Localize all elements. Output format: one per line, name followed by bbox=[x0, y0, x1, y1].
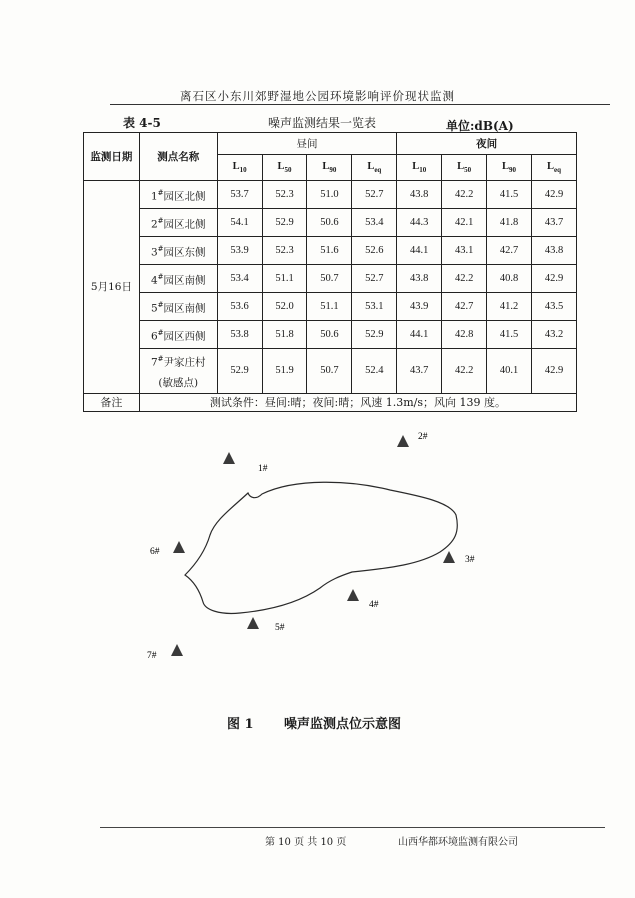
site-name-cell: 1#园区北侧 bbox=[139, 181, 217, 209]
metric-header: $L_{10}$ bbox=[397, 155, 442, 181]
site-name-cell: 6#园区西侧 bbox=[139, 321, 217, 349]
value-cell: 54.1 bbox=[217, 209, 262, 237]
value-cell: 51.9 bbox=[262, 349, 307, 394]
triangle-marker-1-icon bbox=[223, 452, 235, 464]
value-cell: 52.7 bbox=[352, 181, 397, 209]
metric-header: $L_{90}$ bbox=[307, 155, 352, 181]
value-cell: 52.6 bbox=[352, 237, 397, 265]
value-cell: 44.1 bbox=[397, 321, 442, 349]
value-cell: 51.6 bbox=[307, 237, 352, 265]
value-cell: 43.1 bbox=[442, 237, 487, 265]
value-cell: 50.6 bbox=[307, 209, 352, 237]
value-cell: 52.0 bbox=[262, 293, 307, 321]
table-unit: 单位:dB(A) bbox=[446, 119, 514, 133]
triangle-marker-2-icon bbox=[397, 435, 409, 447]
value-cell: 41.8 bbox=[487, 209, 532, 237]
col-header-date: 监测日期 bbox=[84, 133, 140, 181]
metric-header: $L_{10}$ bbox=[217, 155, 262, 181]
metric-header: $L_{eq}$ bbox=[532, 155, 577, 181]
point-label-2: 2# bbox=[418, 432, 428, 442]
value-cell: 42.9 bbox=[532, 349, 577, 394]
value-cell: 51.8 bbox=[262, 321, 307, 349]
triangle-marker-7-icon bbox=[171, 644, 183, 656]
value-cell: 41.2 bbox=[487, 293, 532, 321]
value-cell: 42.1 bbox=[442, 209, 487, 237]
triangle-marker-4-icon bbox=[347, 589, 359, 601]
value-cell: 53.8 bbox=[217, 321, 262, 349]
value-cell: 43.7 bbox=[397, 349, 442, 394]
value-cell: 52.9 bbox=[262, 209, 307, 237]
metric-header: $L_{90}$ bbox=[487, 155, 532, 181]
footer-rule bbox=[100, 827, 605, 828]
date-cell: 5月16日 bbox=[84, 181, 140, 394]
col-header-day: 昼间 bbox=[217, 133, 397, 155]
noise-table bbox=[83, 132, 577, 412]
table-row bbox=[84, 209, 577, 237]
site-name-cell: 4#园区南侧 bbox=[139, 265, 217, 293]
metric-header: $L_{50}$ bbox=[442, 155, 487, 181]
monitoring-site-diagram bbox=[0, 420, 635, 680]
company-name: 山西华都环境监测有限公司 bbox=[398, 837, 518, 848]
site-name-cell: 5#园区南侧 bbox=[139, 293, 217, 321]
value-cell: 43.7 bbox=[532, 209, 577, 237]
value-cell: 42.9 bbox=[532, 181, 577, 209]
site-name-cell: 2#园区北侧 bbox=[139, 209, 217, 237]
col-header-site: 测点名称 bbox=[139, 133, 217, 181]
value-cell: 40.8 bbox=[487, 265, 532, 293]
value-cell: 44.3 bbox=[397, 209, 442, 237]
value-cell: 51.0 bbox=[307, 181, 352, 209]
table-row bbox=[84, 293, 577, 321]
value-cell: 53.1 bbox=[352, 293, 397, 321]
value-cell: 42.7 bbox=[442, 293, 487, 321]
point-label-3: 3# bbox=[465, 555, 475, 565]
value-cell: 41.5 bbox=[487, 181, 532, 209]
value-cell: 42.8 bbox=[442, 321, 487, 349]
triangle-marker-3-icon bbox=[443, 551, 455, 563]
page-header: 离石区小东川郊野湿地公园环境影响评价现状监测 bbox=[180, 89, 455, 103]
table-number: 表 4-5 bbox=[123, 116, 161, 130]
value-cell: 51.1 bbox=[307, 293, 352, 321]
value-cell: 52.7 bbox=[352, 265, 397, 293]
table-row bbox=[84, 321, 577, 349]
site-name-cell: 3#园区东侧 bbox=[139, 237, 217, 265]
value-cell: 40.1 bbox=[487, 349, 532, 394]
value-cell: 52.4 bbox=[352, 349, 397, 394]
value-cell: 43.8 bbox=[532, 237, 577, 265]
value-cell: 52.9 bbox=[352, 321, 397, 349]
value-cell: 53.7 bbox=[217, 181, 262, 209]
table-row bbox=[84, 181, 577, 209]
remark-label: 备注 bbox=[84, 393, 140, 411]
point-label-1: 1# bbox=[258, 464, 268, 474]
value-cell: 42.9 bbox=[532, 265, 577, 293]
value-cell: 50.6 bbox=[307, 321, 352, 349]
col-header-night: 夜间 bbox=[397, 133, 577, 155]
value-cell: 52.9 bbox=[217, 349, 262, 394]
value-cell: 43.9 bbox=[397, 293, 442, 321]
value-cell: 50.7 bbox=[307, 349, 352, 394]
table-row bbox=[84, 349, 577, 394]
value-cell: 42.2 bbox=[442, 349, 487, 394]
metric-header: $L_{50}$ bbox=[262, 155, 307, 181]
value-cell: 41.5 bbox=[487, 321, 532, 349]
header-rule bbox=[110, 104, 610, 105]
value-cell: 43.8 bbox=[397, 181, 442, 209]
value-cell: 52.3 bbox=[262, 237, 307, 265]
value-cell: 53.9 bbox=[217, 237, 262, 265]
table-row bbox=[84, 265, 577, 293]
value-cell: 53.6 bbox=[217, 293, 262, 321]
table-row bbox=[84, 237, 577, 265]
metric-header: $L_{eq}$ bbox=[352, 155, 397, 181]
figure-caption: 噪声监测点位示意图 bbox=[284, 717, 402, 732]
value-cell: 42.7 bbox=[487, 237, 532, 265]
value-cell: 43.8 bbox=[397, 265, 442, 293]
value-cell: 52.3 bbox=[262, 181, 307, 209]
value-cell: 53.4 bbox=[352, 209, 397, 237]
value-cell: 43.5 bbox=[532, 293, 577, 321]
table-body bbox=[84, 181, 577, 394]
point-label-6: 6# bbox=[150, 547, 160, 557]
triangle-marker-6-icon bbox=[173, 541, 185, 553]
value-cell: 51.1 bbox=[262, 265, 307, 293]
value-cell: 50.7 bbox=[307, 265, 352, 293]
figure-number: 图 1 bbox=[227, 717, 254, 732]
page-number: 第 10 页 共 10 页 bbox=[265, 837, 347, 848]
value-cell: 53.4 bbox=[217, 265, 262, 293]
value-cell: 44.1 bbox=[397, 237, 442, 265]
remark-text: 测试条件：昼间:晴；夜间:晴；风速 1.3m/s；风向 139 度。 bbox=[139, 393, 576, 411]
point-label-7: 7# bbox=[147, 651, 157, 661]
triangle-marker-5-icon bbox=[247, 617, 259, 629]
value-cell: 42.2 bbox=[442, 265, 487, 293]
site-name-cell: 7#尹家庄村 (敏感点) bbox=[139, 349, 217, 394]
table-title: 噪声监测结果一览表 bbox=[268, 116, 377, 130]
value-cell: 42.2 bbox=[442, 181, 487, 209]
point-label-4: 4# bbox=[369, 600, 379, 610]
park-boundary bbox=[185, 482, 457, 613]
point-label-5: 5# bbox=[275, 623, 285, 633]
value-cell: 43.2 bbox=[532, 321, 577, 349]
